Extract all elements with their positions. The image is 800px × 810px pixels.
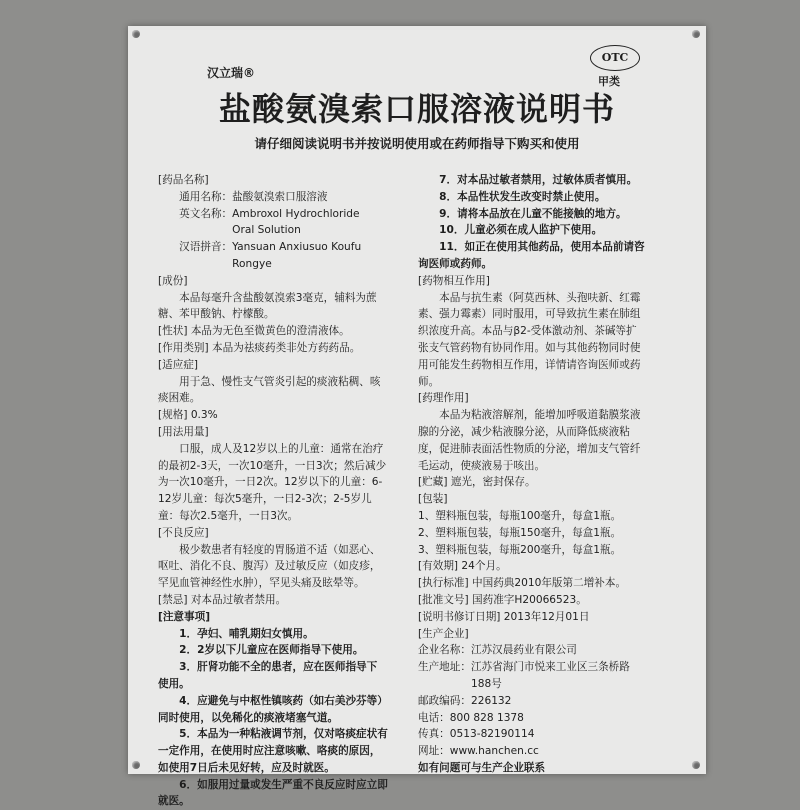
- text-line: [性状] 本品为无色至微黄色的澄清液体。: [158, 325, 350, 338]
- text-line: 电话：800 828 1378: [418, 711, 524, 724]
- pin-top-right: [692, 30, 700, 38]
- text-line: 张支气管药物有协同作用。如与其他药物同时使: [418, 341, 641, 354]
- pin-top-left: [132, 30, 140, 38]
- text-line: 一定作用，在使用时应注意咳嗽、咯痰的原因，: [158, 745, 381, 758]
- text-line: 本品为粘液溶解剂，能增加呼吸道黏膜浆液: [418, 409, 641, 422]
- text-line: [包装]: [418, 493, 448, 506]
- page-subtitle: 请仔细阅读说明书并按说明使用或在药师指导下购买和使用: [254, 136, 580, 151]
- text-line: 2．2岁以下儿童应在医师指导下使用。: [158, 644, 364, 657]
- text-line: 用于急、慢性支气管炎引起的痰液粘稠、咳: [158, 375, 381, 388]
- text-line: [规格] 0.3%: [158, 409, 218, 422]
- text-line: 11．如正在使用其他药品，使用本品前请咨: [418, 241, 645, 254]
- text-line: 9．请将本品放在儿童不能接触的地方。: [418, 207, 627, 220]
- text-line: 英文名称：Ambroxol Hydrochloride: [158, 207, 360, 220]
- text-line: [注意事项]: [158, 610, 211, 623]
- text-line: 极少数患者有轻度的胃肠道不适（如恶心、: [158, 543, 381, 556]
- text-line: [用法用量]: [158, 425, 209, 438]
- text-line: 企业名称：江苏汉晨药业有限公司: [418, 644, 577, 657]
- text-line: 素、强力霉素）同时服用，可导致抗生素在肺组: [418, 308, 641, 321]
- text-line: 口服，成人及12岁以上的儿童：通常在治疗: [158, 442, 384, 455]
- otc-class: 甲类: [598, 75, 620, 88]
- text-line: [说明书修订日期] 2013年12月01日: [418, 610, 590, 623]
- text-line: 呕吐、消化不良、腹泻）及过敏反应（如皮疹，: [158, 560, 381, 573]
- text-line: 就医。: [158, 795, 190, 808]
- text-line: [禁忌] 对本品过敏者禁用。: [158, 593, 287, 606]
- text-line: 童：每次2.5毫升，一日3次。: [158, 509, 299, 522]
- text-line: [作用类别] 本品为祛痰药类非处方药药品。: [158, 341, 361, 354]
- text-line: 邮政编码：226132: [418, 694, 512, 707]
- pin-bottom-right: [692, 761, 700, 769]
- text-line: [药物相互作用]: [418, 274, 490, 287]
- text-line: [执行标准] 中国药典2010年版第二增补本。: [418, 577, 627, 590]
- text-line: [有效期] 24个月。: [418, 560, 507, 573]
- text-line: 同时使用，以免稀化的痰液堵塞气道。: [158, 711, 339, 724]
- text-line: 腺的分泌，减少粘液腺分泌，从而降低痰液粘: [418, 425, 630, 438]
- text-line: 本品与抗生素（阿莫西林、头孢呋新、红霉: [418, 291, 641, 304]
- text-line: 的最初2-3天，一次10毫升，一日3次；然后减少: [158, 459, 387, 472]
- text-line: 询医师或药师。: [418, 257, 493, 270]
- text-line: 糖、苯甲酸钠、柠檬酸。: [158, 308, 275, 321]
- text-line: 5．本品为一种粘液调节剂，仅对咯痰症状有: [158, 728, 388, 741]
- text-line: 3．肝肾功能不全的患者，应在医师指导下: [158, 661, 378, 674]
- instruction-sheet: [128, 26, 706, 808]
- text-line: 罕见血管神经性水肿），罕见头痛及眩晕等。: [158, 577, 365, 590]
- text-line: 3、塑料瓶包装，每瓶200毫升，每盒1瓶。: [418, 543, 622, 556]
- right-column: [418, 172, 676, 777]
- text-line: 7．对本品过敏者禁用，过敏体质者慎用。: [418, 174, 638, 186]
- text-line: 如有问题可与生产企业联系: [418, 761, 546, 774]
- text-line: 网址：www.hanchen.cc: [418, 745, 539, 758]
- text-line: 188号: [418, 677, 502, 690]
- text-line: Oral Solution: [158, 224, 301, 237]
- text-line: 织浓度升高。本品与β2-受体激动剂、茶碱等扩: [418, 325, 637, 338]
- text-line: 8．本品性状发生改变时禁止使用。: [418, 190, 606, 203]
- text-line: 传真：0513-82190114: [418, 728, 535, 741]
- text-line: 度，促进肺表面活性物质的分泌，增加支气管纤: [418, 442, 641, 455]
- text-line: 用可能发生药物相互作用，详情请咨询医师或药: [418, 358, 641, 371]
- text-line: 本品每毫升含盐酸氨溴索3毫克，辅料为蔗: [158, 291, 377, 304]
- text-line: 1．孕妇、哺乳期妇女慎用。: [158, 627, 314, 640]
- text-line: 4．应避免与中枢性镇咳药（如右美沙芬等）: [158, 694, 388, 707]
- text-line: 1、塑料瓶包装，每瓶100毫升，每盒1瓶。: [418, 509, 622, 522]
- text-line: 痰困难。: [158, 392, 201, 405]
- text-line: 生产地址：江苏省海门市悦来工业区三条桥路: [418, 661, 630, 674]
- text-line: [适应症]: [158, 358, 199, 371]
- text-line: Rongye: [158, 257, 272, 270]
- text-line: 2、塑料瓶包装，每瓶150毫升，每盒1瓶。: [418, 526, 622, 539]
- text-line: 12岁儿童：每次5毫升，一日2-3次；2-5岁儿: [158, 493, 372, 506]
- pin-bottom-left: [132, 761, 140, 769]
- text-line: 为一次10毫升，一日2次。12岁以下的儿童：6-: [158, 476, 383, 489]
- text-line: [药品名称]: [158, 174, 209, 186]
- text-line: 通用名称：盐酸氨溴索口服溶液: [158, 190, 328, 203]
- text-line: 如使用7日后未见好转，应及时就医。: [158, 761, 335, 774]
- otc-badge: OTC: [590, 45, 640, 71]
- text-line: 汉语拼音：Yansuan Anxiusuo Koufu: [158, 241, 362, 254]
- text-line: [贮藏] 遮光，密封保存。: [418, 476, 536, 489]
- brand-name: 汉立瑞®: [207, 66, 256, 80]
- text-line: 师。: [418, 375, 440, 388]
- text-line: [不良反应]: [158, 526, 209, 539]
- page-title: 盐酸氨溴索口服溶液说明书: [218, 90, 615, 128]
- text-line: [成份]: [158, 274, 188, 287]
- text-line: 毛运动，使痰液易于咳出。: [418, 459, 546, 472]
- text-line: 使用。: [158, 677, 190, 690]
- left-column: [158, 172, 416, 810]
- text-line: [药理作用]: [418, 392, 469, 405]
- text-line: [生产企业]: [418, 627, 469, 640]
- text-line: [批准文号] 国药准字H20066523。: [418, 593, 587, 606]
- text-line: 6．如服用过量或发生严重不良反应时应立即: [158, 778, 388, 791]
- text-line: 10．儿童必须在成人监护下使用。: [418, 224, 603, 237]
